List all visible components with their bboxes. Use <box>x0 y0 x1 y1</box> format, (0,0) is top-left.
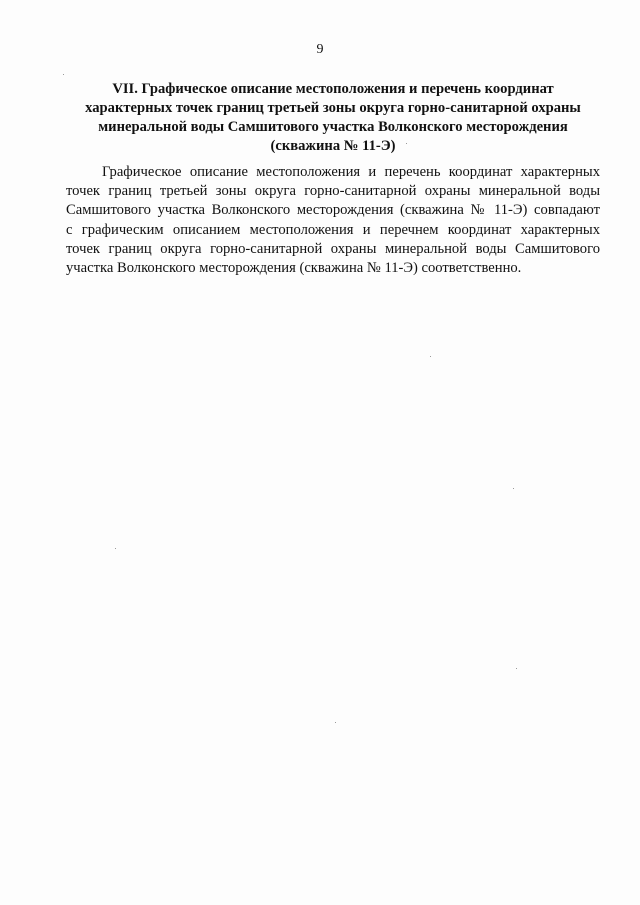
scan-speck <box>516 668 517 669</box>
paragraph-line: точек границ третьей зоны округа горно-санитарной охраны минеральной воды <box>66 183 600 200</box>
heading-line: характерных точек границ третьей зоны округа горно-санитарной охраны <box>85 100 581 116</box>
heading-line: (скважина № 11-Э) <box>270 138 396 154</box>
heading-line: минеральной воды Самшитового участка Волконского месторождения <box>98 119 568 135</box>
paragraph-line: Самшитового участка Волконского месторождения (скважина № 11-Э) совпадают <box>66 202 600 219</box>
scan-speck <box>406 143 407 144</box>
heading-line: VII. Графическое описание местоположения и перечень координат <box>112 81 554 97</box>
scan-speck <box>115 548 116 549</box>
body-paragraph <box>66 163 600 278</box>
section-heading <box>66 80 600 156</box>
paragraph-line: с графическим описанием местоположения и перечнем координат характерных <box>66 221 600 238</box>
paragraph-line: точек границ округа горно-санитарной охраны минеральной воды Самшитового <box>66 240 600 257</box>
scan-speck <box>63 74 64 75</box>
paragraph-line: Графическое описание местоположения и перечень координат характерных <box>102 164 600 180</box>
paragraph-line: участка Волконского месторождения (скважина № 11-Э) соответственно. <box>66 260 522 277</box>
scan-speck <box>430 356 431 357</box>
scan-speck <box>513 488 514 489</box>
page-number: 9 <box>316 42 324 57</box>
scan-speck <box>335 722 336 723</box>
